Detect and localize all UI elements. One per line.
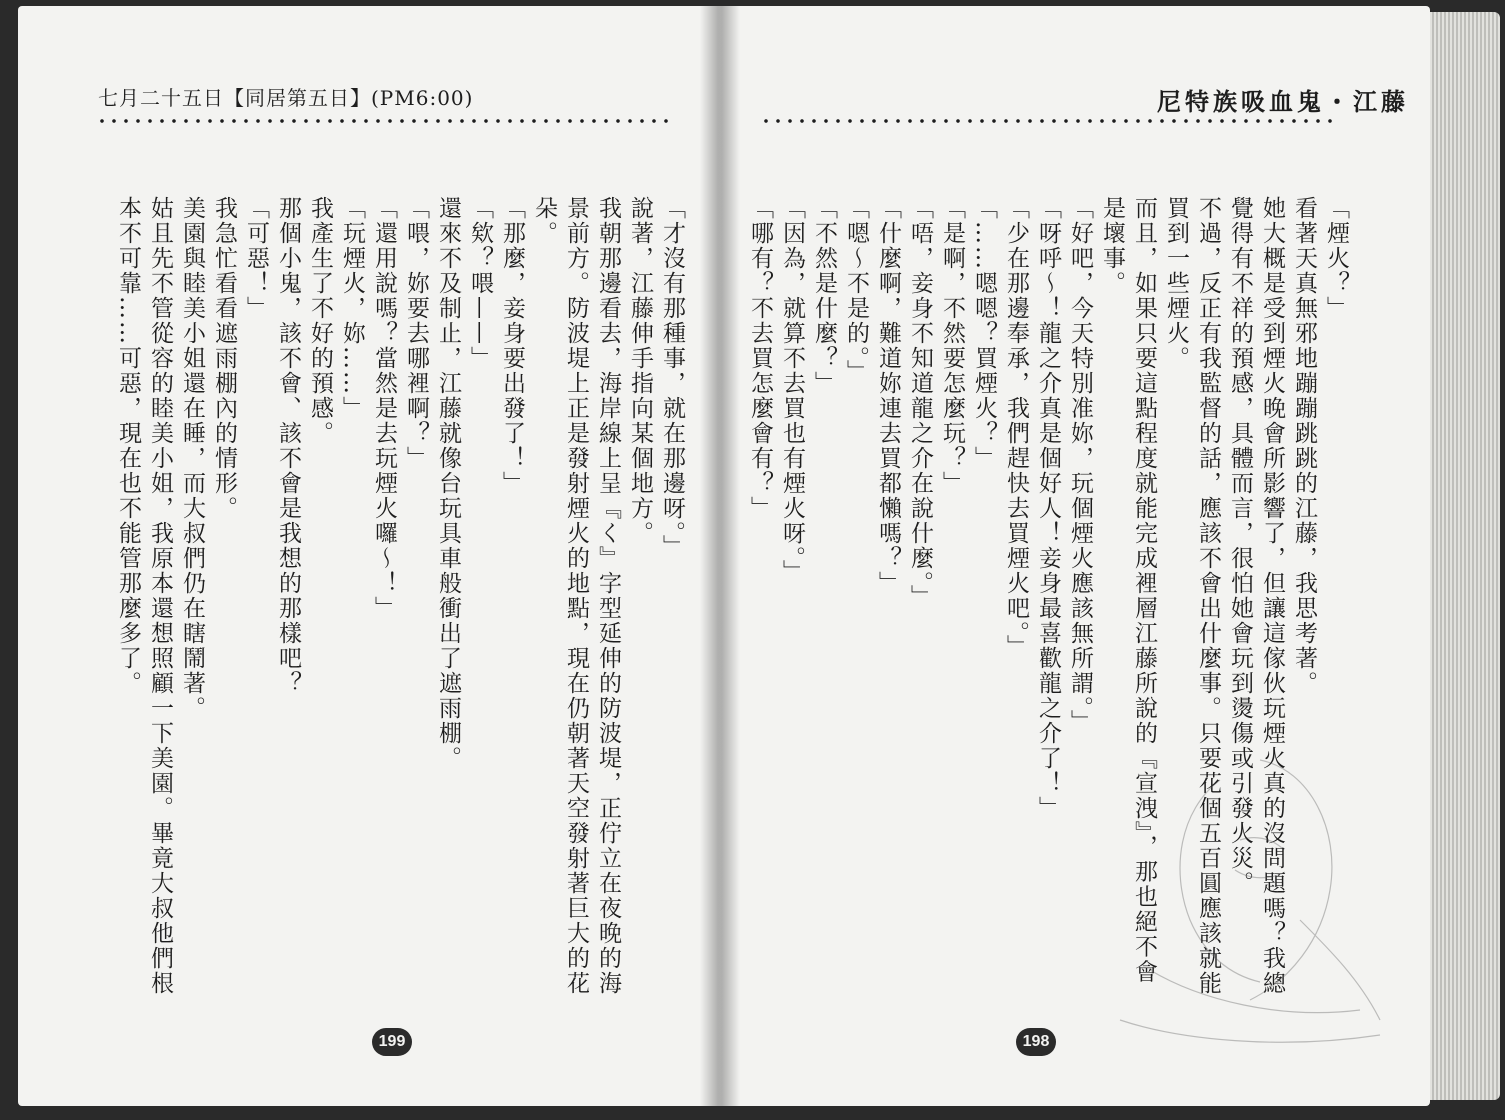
paragraph: 看著天真無邪地蹦蹦跳跳的江藤，我思考著。 xyxy=(1291,196,1317,696)
paragraph: 「是啊，不然要怎麼玩？」 xyxy=(939,196,965,496)
paragraph: 我產生了不好的預感。 xyxy=(307,196,333,446)
paragraph: 「那麼，妾身要出發了！」 xyxy=(499,196,525,496)
paragraph: 「哪有？不去買怎麼會有？」 xyxy=(747,196,773,521)
paragraph: 「呀呼～！龍之介真是個好人！妾身最喜歡龍之介了！」 xyxy=(1035,196,1061,821)
paragraph: 美園與睦美小姐還在睡，而大叔們仍在瞎鬧著。 xyxy=(179,196,205,721)
left-page-body xyxy=(108,196,688,996)
paragraph: 「不然是什麼？」 xyxy=(811,196,837,396)
paragraph: 不過，反正有我監督的話，應該不會出什麼事。只要花個五百圓應該就能買到一些煙火。 xyxy=(1163,196,1221,996)
paragraph: 「喂，妳要去哪裡啊？」 xyxy=(403,196,429,471)
paragraph: 「可惡！」 xyxy=(243,196,269,321)
paragraph: 說著，江藤伸手指向某個地方。 xyxy=(627,196,653,546)
paragraph: 那個小鬼，該不會、該不會是我想的那樣吧？ xyxy=(275,196,301,696)
paragraph: 「才沒有那種事，就在那邊呀。」 xyxy=(659,196,685,560)
paragraph: 「玩煙火，妳……」 xyxy=(339,196,365,421)
book-gutter xyxy=(700,6,740,1106)
paragraph: 還來不及制止，江藤就像台玩具車般衝出了遮雨棚。 xyxy=(435,196,461,771)
left-page-header: 七月二十五日【同居第五日】(PM6:00) xyxy=(98,86,474,110)
paragraph: 「因為，就算不去買也有煙火呀。」 xyxy=(779,196,805,585)
paragraph: 「少在那邊奉承，我們趕快去買煙火吧。」 xyxy=(1003,196,1029,660)
paragraph: 我朝那邊看去，海岸線上呈『く』字型延伸的防波堤，正佇立在夜晚的海景前方。防波堤上正是發射煙火的地點，現在仍朝著天空發射著巨大的花朵。 xyxy=(531,196,621,996)
paragraph: 「煙火？」 xyxy=(1323,196,1349,321)
paragraph: 我急忙看看遮雨棚內的情形。 xyxy=(211,196,237,521)
paragraph: 「唔，妾身不知道龍之介在說什麼。」 xyxy=(907,196,933,610)
right-page-header: 尼特族吸血鬼・江藤 xyxy=(1157,87,1409,116)
page-edges xyxy=(1430,12,1500,1100)
right-header-dotted-rule xyxy=(760,118,1340,124)
paragraph: 姑且先不管從容的睦美小姐，我原本還想照顧一下美園。畢竟大叔他們根本不可靠……可惡，現在也不能管那麼多了。 xyxy=(115,196,173,996)
paragraph: 而且，如果只要這點程度就能完成裡層江藤所說的『宣洩』，那也絕不會是壞事。 xyxy=(1099,196,1157,985)
paragraph: 「還用說嗎？當然是去玩煙火囉～！」 xyxy=(371,196,397,621)
paragraph: 「欸？喂——」 xyxy=(467,196,493,371)
paragraph: 她大概是受到煙火晚會所影響了，但讓這傢伙玩煙火真的沒問題嗎？我總覺得有不祥的預感，具體而言，很怕她會玩到燙傷或引發火災。 xyxy=(1227,196,1285,996)
paragraph: 「嗯～不是的。」 xyxy=(843,196,869,385)
paragraph: 「……嗯嗯？買煙火？」 xyxy=(971,196,997,471)
paragraph: 「好吧，今天特別准妳，玩個煙火應該無所謂。」 xyxy=(1067,196,1093,735)
page-number-badge: 199 xyxy=(372,1028,412,1056)
paragraph: 「什麼啊，難道妳連去買都懶嗎？」 xyxy=(875,196,901,596)
page-number-badge: 198 xyxy=(1016,1028,1056,1056)
left-header-dotted-rule xyxy=(96,118,676,124)
faint-illustration xyxy=(1060,720,1400,1060)
